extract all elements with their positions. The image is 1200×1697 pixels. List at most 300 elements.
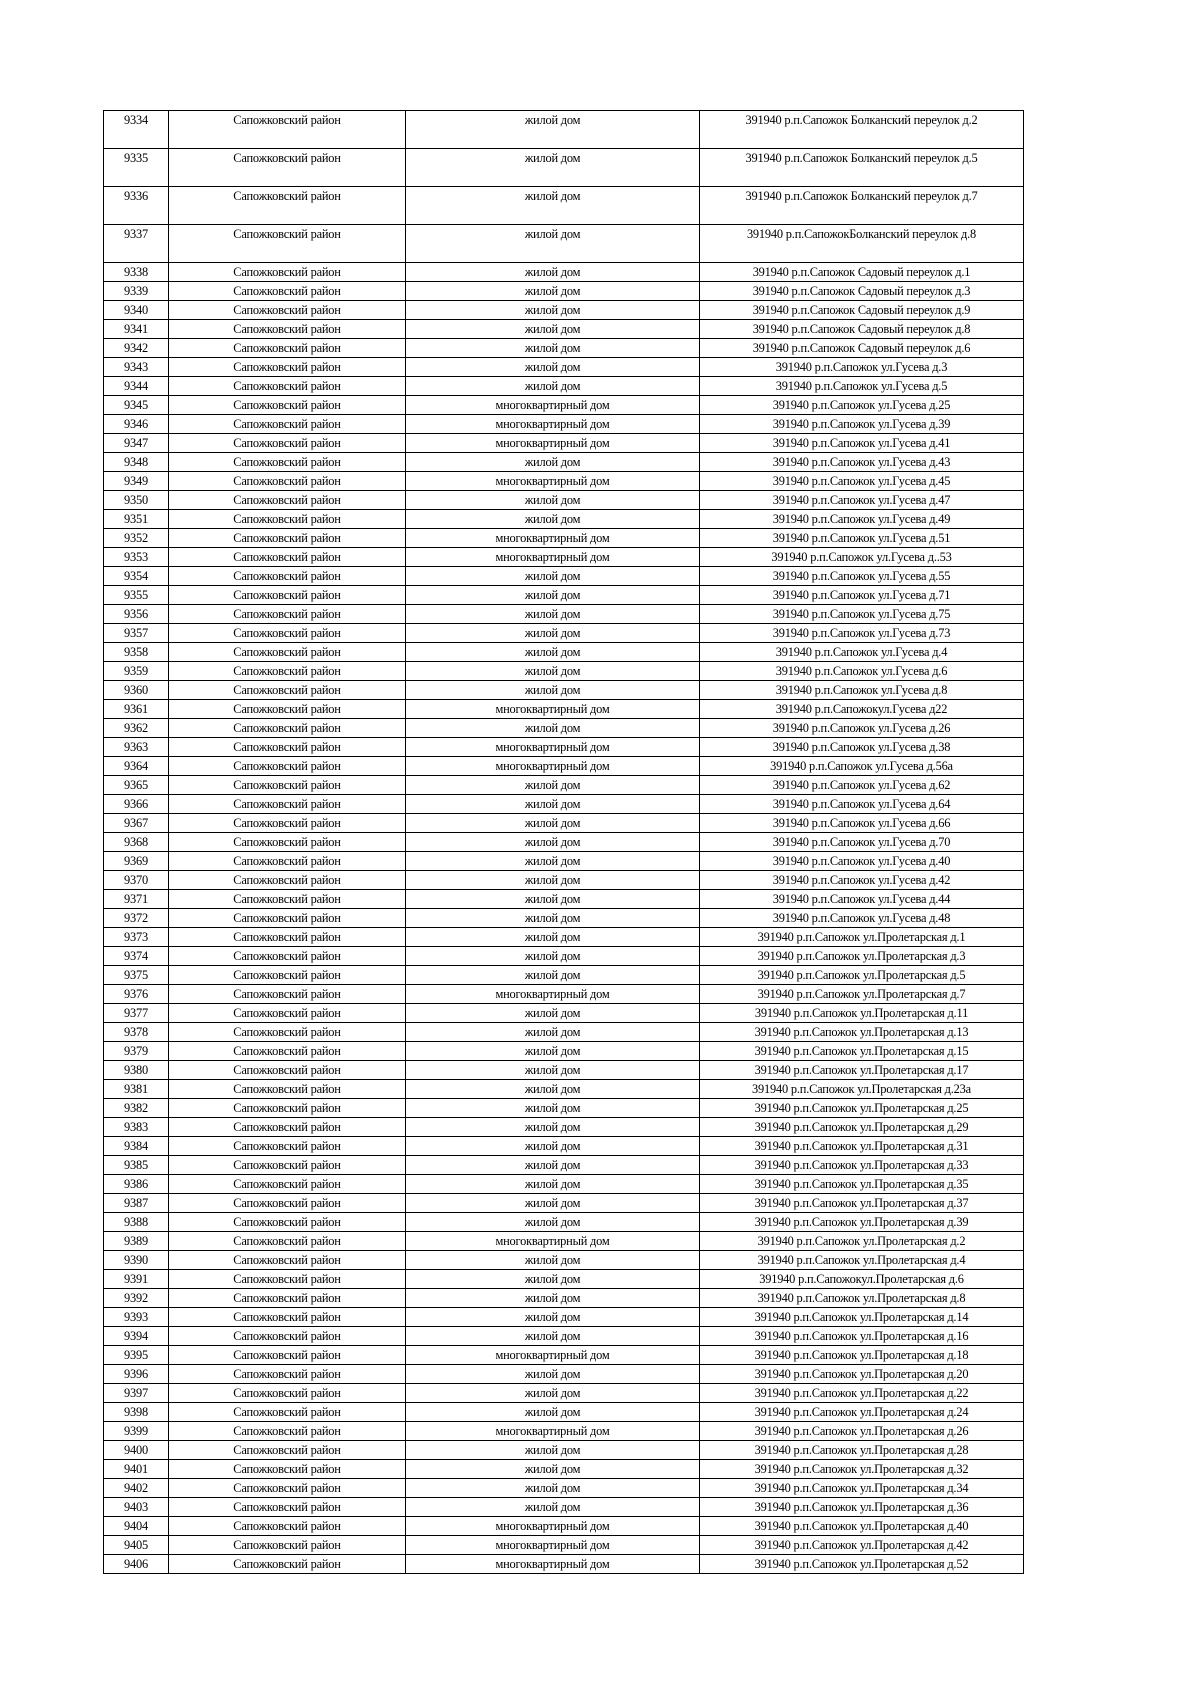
row-number-cell: 9334 bbox=[104, 111, 169, 149]
address-cell: 391940 р.п.Сапожок ул.Пролетарская д.7 bbox=[700, 985, 1024, 1004]
table-row bbox=[104, 833, 1024, 852]
building-type-cell: многоквартирный дом bbox=[406, 472, 700, 491]
district-cell: Сапожковский район bbox=[169, 1460, 406, 1479]
table-row bbox=[104, 1004, 1024, 1023]
building-type-cell: жилой дом bbox=[406, 1460, 700, 1479]
building-type-cell: жилой дом bbox=[406, 890, 700, 909]
building-type-cell: жилой дом bbox=[406, 662, 700, 681]
building-type-cell: жилой дом bbox=[406, 1156, 700, 1175]
district-cell: Сапожковский район bbox=[169, 1498, 406, 1517]
row-number-cell: 9387 bbox=[104, 1194, 169, 1213]
table-row bbox=[104, 966, 1024, 985]
table-row bbox=[104, 681, 1024, 700]
row-number-cell: 9362 bbox=[104, 719, 169, 738]
building-type-cell: жилой дом bbox=[406, 776, 700, 795]
district-cell: Сапожковский район bbox=[169, 1042, 406, 1061]
address-cell: 391940 р.п.Сапожок ул.Гусева д.44 bbox=[700, 890, 1024, 909]
address-cell: 391940 р.п.Сапожок ул.Гусева д.73 bbox=[700, 624, 1024, 643]
address-cell: 391940 р.п.Сапожок ул.Гусева д.40 bbox=[700, 852, 1024, 871]
district-cell: Сапожковский район bbox=[169, 776, 406, 795]
row-number-cell: 9339 bbox=[104, 282, 169, 301]
address-cell: 391940 р.п.Сапожок ул.Пролетарская д.11 bbox=[700, 1004, 1024, 1023]
row-number-cell: 9383 bbox=[104, 1118, 169, 1137]
table-row bbox=[104, 225, 1024, 263]
table-row bbox=[104, 548, 1024, 567]
address-cell: 391940 р.п.Сапожок ул.Гусева д.75 bbox=[700, 605, 1024, 624]
table-row bbox=[104, 453, 1024, 472]
row-number-cell: 9385 bbox=[104, 1156, 169, 1175]
table-row bbox=[104, 377, 1024, 396]
building-type-cell: жилой дом bbox=[406, 567, 700, 586]
table-row bbox=[104, 928, 1024, 947]
building-type-cell: жилой дом bbox=[406, 510, 700, 529]
district-cell: Сапожковский район bbox=[169, 434, 406, 453]
address-cell: 391940 р.п.Сапожок ул.Гусева д.8 bbox=[700, 681, 1024, 700]
address-cell: 391940 р.п.Сапожок ул.Гусева д.42 bbox=[700, 871, 1024, 890]
table-row bbox=[104, 814, 1024, 833]
address-cell: 391940 р.п.Сапожок ул.Пролетарская д.24 bbox=[700, 1403, 1024, 1422]
building-type-cell: жилой дом bbox=[406, 1365, 700, 1384]
row-number-cell: 9349 bbox=[104, 472, 169, 491]
building-type-cell: многоквартирный дом bbox=[406, 1232, 700, 1251]
row-number-cell: 9341 bbox=[104, 320, 169, 339]
building-type-cell: жилой дом bbox=[406, 928, 700, 947]
table-row bbox=[104, 890, 1024, 909]
district-cell: Сапожковский район bbox=[169, 719, 406, 738]
table-row bbox=[104, 947, 1024, 966]
district-cell: Сапожковский район bbox=[169, 966, 406, 985]
district-cell: Сапожковский район bbox=[169, 529, 406, 548]
district-cell: Сапожковский район bbox=[169, 1289, 406, 1308]
row-number-cell: 9346 bbox=[104, 415, 169, 434]
table-row bbox=[104, 1460, 1024, 1479]
table-row bbox=[104, 1289, 1024, 1308]
address-cell: 391940 р.п.Сапожок ул.Пролетарская д.4 bbox=[700, 1251, 1024, 1270]
district-cell: Сапожковский район bbox=[169, 985, 406, 1004]
address-cell: 391940 р.п.Сапожок ул.Гусева д.62 bbox=[700, 776, 1024, 795]
address-cell: 391940 р.п.Сапожок ул.Пролетарская д.52 bbox=[700, 1555, 1024, 1574]
building-type-cell: жилой дом bbox=[406, 1441, 700, 1460]
table-row bbox=[104, 415, 1024, 434]
row-number-cell: 9390 bbox=[104, 1251, 169, 1270]
row-number-cell: 9355 bbox=[104, 586, 169, 605]
district-cell: Сапожковский район bbox=[169, 1384, 406, 1403]
address-cell: 391940 р.п.Сапожок Садовый переулок д.9 bbox=[700, 301, 1024, 320]
address-cell: 391940 р.п.Сапожок ул.Пролетарская д.29 bbox=[700, 1118, 1024, 1137]
building-type-cell: многоквартирный дом bbox=[406, 700, 700, 719]
district-cell: Сапожковский район bbox=[169, 472, 406, 491]
address-cell: 391940 р.п.Сапожок ул.Гусева д.56а bbox=[700, 757, 1024, 776]
address-cell: 391940 р.п.Сапожок ул.Пролетарская д.34 bbox=[700, 1479, 1024, 1498]
address-cell: 391940 р.п.Сапожок ул.Гусева д.25 bbox=[700, 396, 1024, 415]
table-row bbox=[104, 282, 1024, 301]
building-type-cell: жилой дом bbox=[406, 681, 700, 700]
district-cell: Сапожковский район bbox=[169, 548, 406, 567]
row-number-cell: 9364 bbox=[104, 757, 169, 776]
row-number-cell: 9399 bbox=[104, 1422, 169, 1441]
building-type-cell: многоквартирный дом bbox=[406, 529, 700, 548]
address-cell: 391940 р.п.Сапожокул.Гусева д22 bbox=[700, 700, 1024, 719]
row-number-cell: 9393 bbox=[104, 1308, 169, 1327]
building-type-cell: жилой дом bbox=[406, 1403, 700, 1422]
address-cell: 391940 р.п.Сапожок ул.Пролетарская д.18 bbox=[700, 1346, 1024, 1365]
building-type-cell: жилой дом bbox=[406, 1042, 700, 1061]
building-type-cell: жилой дом bbox=[406, 282, 700, 301]
row-number-cell: 9347 bbox=[104, 434, 169, 453]
building-type-cell: жилой дом bbox=[406, 814, 700, 833]
building-type-cell: жилой дом bbox=[406, 339, 700, 358]
address-cell: 391940 р.п.Сапожок ул.Гусева д.55 bbox=[700, 567, 1024, 586]
table-row bbox=[104, 700, 1024, 719]
address-cell: 391940 р.п.Сапожок ул.Пролетарская д.32 bbox=[700, 1460, 1024, 1479]
table-row bbox=[104, 624, 1024, 643]
row-number-cell: 9381 bbox=[104, 1080, 169, 1099]
district-cell: Сапожковский район bbox=[169, 662, 406, 681]
district-cell: Сапожковский район bbox=[169, 890, 406, 909]
address-cell: 391940 р.п.Сапожок Болканский переулок д.2 bbox=[700, 111, 1024, 149]
district-cell: Сапожковский район bbox=[169, 757, 406, 776]
row-number-cell: 9352 bbox=[104, 529, 169, 548]
row-number-cell: 9377 bbox=[104, 1004, 169, 1023]
building-type-cell: жилой дом bbox=[406, 1213, 700, 1232]
building-type-cell: многоквартирный дом bbox=[406, 1517, 700, 1536]
address-cell: 391940 р.п.Сапожок ул.Гусева д.71 bbox=[700, 586, 1024, 605]
address-cell: 391940 р.п.Сапожок ул.Гусева д..53 bbox=[700, 548, 1024, 567]
row-number-cell: 9368 bbox=[104, 833, 169, 852]
district-cell: Сапожковский район bbox=[169, 149, 406, 187]
address-cell: 391940 р.п.Сапожок ул.Пролетарская д.14 bbox=[700, 1308, 1024, 1327]
district-cell: Сапожковский район bbox=[169, 700, 406, 719]
district-cell: Сапожковский район bbox=[169, 909, 406, 928]
district-cell: Сапожковский район bbox=[169, 947, 406, 966]
address-cell: 391940 р.п.Сапожок ул.Пролетарская д.8 bbox=[700, 1289, 1024, 1308]
table-row bbox=[104, 1441, 1024, 1460]
row-number-cell: 9402 bbox=[104, 1479, 169, 1498]
table-row bbox=[104, 795, 1024, 814]
district-cell: Сапожковский район bbox=[169, 795, 406, 814]
building-type-cell: многоквартирный дом bbox=[406, 548, 700, 567]
table-row bbox=[104, 1099, 1024, 1118]
building-type-cell: жилой дом bbox=[406, 1479, 700, 1498]
address-cell: 391940 р.п.Сапожок ул.Пролетарская д.22 bbox=[700, 1384, 1024, 1403]
district-cell: Сапожковский район bbox=[169, 1213, 406, 1232]
table-row bbox=[104, 1517, 1024, 1536]
district-cell: Сапожковский район bbox=[169, 320, 406, 339]
address-cell: 391940 р.п.Сапожок ул.Пролетарская д.31 bbox=[700, 1137, 1024, 1156]
district-cell: Сапожковский район bbox=[169, 1327, 406, 1346]
address-cell: 391940 р.п.Сапожок ул.Гусева д.4 bbox=[700, 643, 1024, 662]
row-number-cell: 9378 bbox=[104, 1023, 169, 1042]
address-cell: 391940 р.п.Сапожок ул.Пролетарская д.3 bbox=[700, 947, 1024, 966]
building-type-cell: многоквартирный дом bbox=[406, 396, 700, 415]
district-cell: Сапожковский район bbox=[169, 681, 406, 700]
table-row bbox=[104, 1251, 1024, 1270]
row-number-cell: 9386 bbox=[104, 1175, 169, 1194]
building-type-cell: многоквартирный дом bbox=[406, 1346, 700, 1365]
table-row bbox=[104, 1498, 1024, 1517]
table-row bbox=[104, 567, 1024, 586]
table-row bbox=[104, 320, 1024, 339]
building-type-cell: жилой дом bbox=[406, 947, 700, 966]
building-type-cell: жилой дом bbox=[406, 966, 700, 985]
row-number-cell: 9397 bbox=[104, 1384, 169, 1403]
building-type-cell: многоквартирный дом bbox=[406, 738, 700, 757]
address-cell: 391940 р.п.Сапожок ул.Гусева д.49 bbox=[700, 510, 1024, 529]
row-number-cell: 9338 bbox=[104, 263, 169, 282]
row-number-cell: 9401 bbox=[104, 1460, 169, 1479]
district-cell: Сапожковский район bbox=[169, 586, 406, 605]
district-cell: Сапожковский район bbox=[169, 605, 406, 624]
district-cell: Сапожковский район bbox=[169, 738, 406, 757]
table-body bbox=[104, 111, 1024, 1574]
address-cell: 391940 р.п.Сапожок ул.Пролетарская д.2 bbox=[700, 1232, 1024, 1251]
district-cell: Сапожковский район bbox=[169, 1365, 406, 1384]
row-number-cell: 9379 bbox=[104, 1042, 169, 1061]
address-cell: 391940 р.п.Сапожок ул.Пролетарская д.1 bbox=[700, 928, 1024, 947]
building-type-cell: жилой дом bbox=[406, 1384, 700, 1403]
row-number-cell: 9380 bbox=[104, 1061, 169, 1080]
building-type-cell: жилой дом bbox=[406, 1004, 700, 1023]
table-row bbox=[104, 586, 1024, 605]
row-number-cell: 9343 bbox=[104, 358, 169, 377]
table-row bbox=[104, 1384, 1024, 1403]
district-cell: Сапожковский район bbox=[169, 491, 406, 510]
district-cell: Сапожковский район bbox=[169, 871, 406, 890]
building-type-cell: жилой дом bbox=[406, 605, 700, 624]
row-number-cell: 9375 bbox=[104, 966, 169, 985]
building-type-cell: жилой дом bbox=[406, 624, 700, 643]
address-cell: 391940 р.п.Сапожок ул.Пролетарская д.35 bbox=[700, 1175, 1024, 1194]
table-row bbox=[104, 909, 1024, 928]
building-type-cell: жилой дом bbox=[406, 643, 700, 662]
row-number-cell: 9353 bbox=[104, 548, 169, 567]
table-row bbox=[104, 643, 1024, 662]
address-cell: 391940 р.п.Сапожок ул.Пролетарская д.23а bbox=[700, 1080, 1024, 1099]
district-cell: Сапожковский район bbox=[169, 1555, 406, 1574]
district-cell: Сапожковский район bbox=[169, 1403, 406, 1422]
building-type-cell: многоквартирный дом bbox=[406, 434, 700, 453]
table-row bbox=[104, 1194, 1024, 1213]
district-cell: Сапожковский район bbox=[169, 415, 406, 434]
row-number-cell: 9392 bbox=[104, 1289, 169, 1308]
district-cell: Сапожковский район bbox=[169, 624, 406, 643]
table-row bbox=[104, 776, 1024, 795]
address-cell: 391940 р.п.Сапожок ул.Пролетарская д.33 bbox=[700, 1156, 1024, 1175]
address-cell: 391940 р.п.Сапожок ул.Пролетарская д.15 bbox=[700, 1042, 1024, 1061]
address-cell: 391940 р.п.Сапожок ул.Гусева д.70 bbox=[700, 833, 1024, 852]
row-number-cell: 9361 bbox=[104, 700, 169, 719]
district-cell: Сапожковский район bbox=[169, 1422, 406, 1441]
table-row bbox=[104, 358, 1024, 377]
address-cell: 391940 р.п.Сапожок Болканский переулок д.5 bbox=[700, 149, 1024, 187]
district-cell: Сапожковский район bbox=[169, 833, 406, 852]
row-number-cell: 9350 bbox=[104, 491, 169, 510]
building-type-cell: жилой дом bbox=[406, 320, 700, 339]
building-type-cell: жилой дом bbox=[406, 795, 700, 814]
district-cell: Сапожковский район bbox=[169, 852, 406, 871]
table-row bbox=[104, 434, 1024, 453]
table-row bbox=[104, 985, 1024, 1004]
address-cell: 391940 р.п.СапожокБолканский переулок д.8 bbox=[700, 225, 1024, 263]
building-type-cell: жилой дом bbox=[406, 719, 700, 738]
table-row bbox=[104, 871, 1024, 890]
address-cell: 391940 р.п.Сапожок ул.Пролетарская д.17 bbox=[700, 1061, 1024, 1080]
row-number-cell: 9370 bbox=[104, 871, 169, 890]
address-cell: 391940 р.п.Сапожок ул.Пролетарская д.25 bbox=[700, 1099, 1024, 1118]
building-type-cell: жилой дом bbox=[406, 1498, 700, 1517]
district-cell: Сапожковский район bbox=[169, 1175, 406, 1194]
building-type-cell: жилой дом bbox=[406, 852, 700, 871]
district-cell: Сапожковский район bbox=[169, 1517, 406, 1536]
table-row bbox=[104, 1232, 1024, 1251]
row-number-cell: 9336 bbox=[104, 187, 169, 225]
housing-registry-table bbox=[103, 110, 1024, 1574]
address-cell: 391940 р.п.Сапожок ул.Гусева д.51 bbox=[700, 529, 1024, 548]
building-type-cell: жилой дом bbox=[406, 187, 700, 225]
building-type-cell: многоквартирный дом bbox=[406, 1536, 700, 1555]
address-cell: 391940 р.п.Сапожок Болканский переулок д.7 bbox=[700, 187, 1024, 225]
district-cell: Сапожковский район bbox=[169, 1061, 406, 1080]
row-number-cell: 9406 bbox=[104, 1555, 169, 1574]
building-type-cell: жилой дом bbox=[406, 1289, 700, 1308]
row-number-cell: 9342 bbox=[104, 339, 169, 358]
row-number-cell: 9369 bbox=[104, 852, 169, 871]
table-row bbox=[104, 396, 1024, 415]
table-row bbox=[104, 1536, 1024, 1555]
table-row bbox=[104, 1403, 1024, 1422]
district-cell: Сапожковский район bbox=[169, 339, 406, 358]
table-row bbox=[104, 1118, 1024, 1137]
district-cell: Сапожковский район bbox=[169, 1080, 406, 1099]
row-number-cell: 9405 bbox=[104, 1536, 169, 1555]
table-row bbox=[104, 1175, 1024, 1194]
row-number-cell: 9388 bbox=[104, 1213, 169, 1232]
address-cell: 391940 р.п.Сапожок ул.Пролетарская д.28 bbox=[700, 1441, 1024, 1460]
row-number-cell: 9391 bbox=[104, 1270, 169, 1289]
district-cell: Сапожковский район bbox=[169, 1137, 406, 1156]
district-cell: Сапожковский район bbox=[169, 1232, 406, 1251]
address-cell: 391940 р.п.Сапожок ул.Пролетарская д.39 bbox=[700, 1213, 1024, 1232]
building-type-cell: жилой дом bbox=[406, 1175, 700, 1194]
address-cell: 391940 р.п.Сапожок ул.Гусева д.6 bbox=[700, 662, 1024, 681]
district-cell: Сапожковский район bbox=[169, 1308, 406, 1327]
table-row bbox=[104, 472, 1024, 491]
district-cell: Сапожковский район bbox=[169, 377, 406, 396]
building-type-cell: жилой дом bbox=[406, 1270, 700, 1289]
district-cell: Сапожковский район bbox=[169, 1536, 406, 1555]
building-type-cell: жилой дом bbox=[406, 301, 700, 320]
address-cell: 391940 р.п.Сапожок ул.Гусева д.5 bbox=[700, 377, 1024, 396]
district-cell: Сапожковский район bbox=[169, 567, 406, 586]
address-cell: 391940 р.п.Сапожок ул.Гусева д.48 bbox=[700, 909, 1024, 928]
row-number-cell: 9396 bbox=[104, 1365, 169, 1384]
table-row bbox=[104, 301, 1024, 320]
address-cell: 391940 р.п.Сапожок Садовый переулок д.6 bbox=[700, 339, 1024, 358]
building-type-cell: жилой дом bbox=[406, 909, 700, 928]
table-row bbox=[104, 1308, 1024, 1327]
table-row bbox=[104, 719, 1024, 738]
address-cell: 391940 р.п.Сапожок ул.Пролетарская д.13 bbox=[700, 1023, 1024, 1042]
table-row bbox=[104, 1061, 1024, 1080]
district-cell: Сапожковский район bbox=[169, 396, 406, 415]
address-cell: 391940 р.п.Сапожок ул.Гусева д.64 bbox=[700, 795, 1024, 814]
district-cell: Сапожковский район bbox=[169, 1004, 406, 1023]
table-row bbox=[104, 1422, 1024, 1441]
building-type-cell: многоквартирный дом bbox=[406, 757, 700, 776]
address-cell: 391940 р.п.Сапожок ул.Пролетарская д.20 bbox=[700, 1365, 1024, 1384]
building-type-cell: жилой дом bbox=[406, 491, 700, 510]
address-cell: 391940 р.п.Сапожок Садовый переулок д.3 bbox=[700, 282, 1024, 301]
row-number-cell: 9394 bbox=[104, 1327, 169, 1346]
building-type-cell: жилой дом bbox=[406, 1061, 700, 1080]
row-number-cell: 9335 bbox=[104, 149, 169, 187]
table-row bbox=[104, 339, 1024, 358]
district-cell: Сапожковский район bbox=[169, 358, 406, 377]
table-row bbox=[104, 605, 1024, 624]
table-row bbox=[104, 1327, 1024, 1346]
address-cell: 391940 р.п.Сапожок ул.Пролетарская д.16 bbox=[700, 1327, 1024, 1346]
building-type-cell: многоквартирный дом bbox=[406, 415, 700, 434]
building-type-cell: жилой дом bbox=[406, 377, 700, 396]
row-number-cell: 9373 bbox=[104, 928, 169, 947]
table-row bbox=[104, 1270, 1024, 1289]
row-number-cell: 9374 bbox=[104, 947, 169, 966]
district-cell: Сапожковский район bbox=[169, 1156, 406, 1175]
address-cell: 391940 р.п.Сапожок ул.Пролетарская д.40 bbox=[700, 1517, 1024, 1536]
row-number-cell: 9351 bbox=[104, 510, 169, 529]
address-cell: 391940 р.п.Сапожок ул.Гусева д.26 bbox=[700, 719, 1024, 738]
row-number-cell: 9400 bbox=[104, 1441, 169, 1460]
building-type-cell: многоквартирный дом bbox=[406, 1555, 700, 1574]
row-number-cell: 9366 bbox=[104, 795, 169, 814]
district-cell: Сапожковский район bbox=[169, 1270, 406, 1289]
table-row bbox=[104, 1156, 1024, 1175]
table-row bbox=[104, 757, 1024, 776]
table-row bbox=[104, 149, 1024, 187]
row-number-cell: 9344 bbox=[104, 377, 169, 396]
district-cell: Сапожковский район bbox=[169, 225, 406, 263]
table-row bbox=[104, 1042, 1024, 1061]
row-number-cell: 9382 bbox=[104, 1099, 169, 1118]
row-number-cell: 9360 bbox=[104, 681, 169, 700]
building-type-cell: жилой дом bbox=[406, 1137, 700, 1156]
building-type-cell: жилой дом bbox=[406, 1118, 700, 1137]
building-type-cell: жилой дом bbox=[406, 149, 700, 187]
district-cell: Сапожковский район bbox=[169, 453, 406, 472]
building-type-cell: жилой дом bbox=[406, 225, 700, 263]
row-number-cell: 9371 bbox=[104, 890, 169, 909]
row-number-cell: 9376 bbox=[104, 985, 169, 1004]
district-cell: Сапожковский район bbox=[169, 1118, 406, 1137]
district-cell: Сапожковский район bbox=[169, 263, 406, 282]
address-cell: 391940 р.п.Сапожок ул.Гусева д.41 bbox=[700, 434, 1024, 453]
table-row bbox=[104, 1080, 1024, 1099]
table-row bbox=[104, 263, 1024, 282]
district-cell: Сапожковский район bbox=[169, 1023, 406, 1042]
address-cell: 391940 р.п.Сапожок ул.Пролетарская д.42 bbox=[700, 1536, 1024, 1555]
district-cell: Сапожковский район bbox=[169, 301, 406, 320]
table-row bbox=[104, 738, 1024, 757]
table-row bbox=[104, 187, 1024, 225]
district-cell: Сапожковский район bbox=[169, 1479, 406, 1498]
row-number-cell: 9345 bbox=[104, 396, 169, 415]
address-cell: 391940 р.п.Сапожок ул.Пролетарская д.37 bbox=[700, 1194, 1024, 1213]
row-number-cell: 9398 bbox=[104, 1403, 169, 1422]
building-type-cell: жилой дом bbox=[406, 833, 700, 852]
table-row bbox=[104, 1137, 1024, 1156]
row-number-cell: 9384 bbox=[104, 1137, 169, 1156]
table-row bbox=[104, 491, 1024, 510]
